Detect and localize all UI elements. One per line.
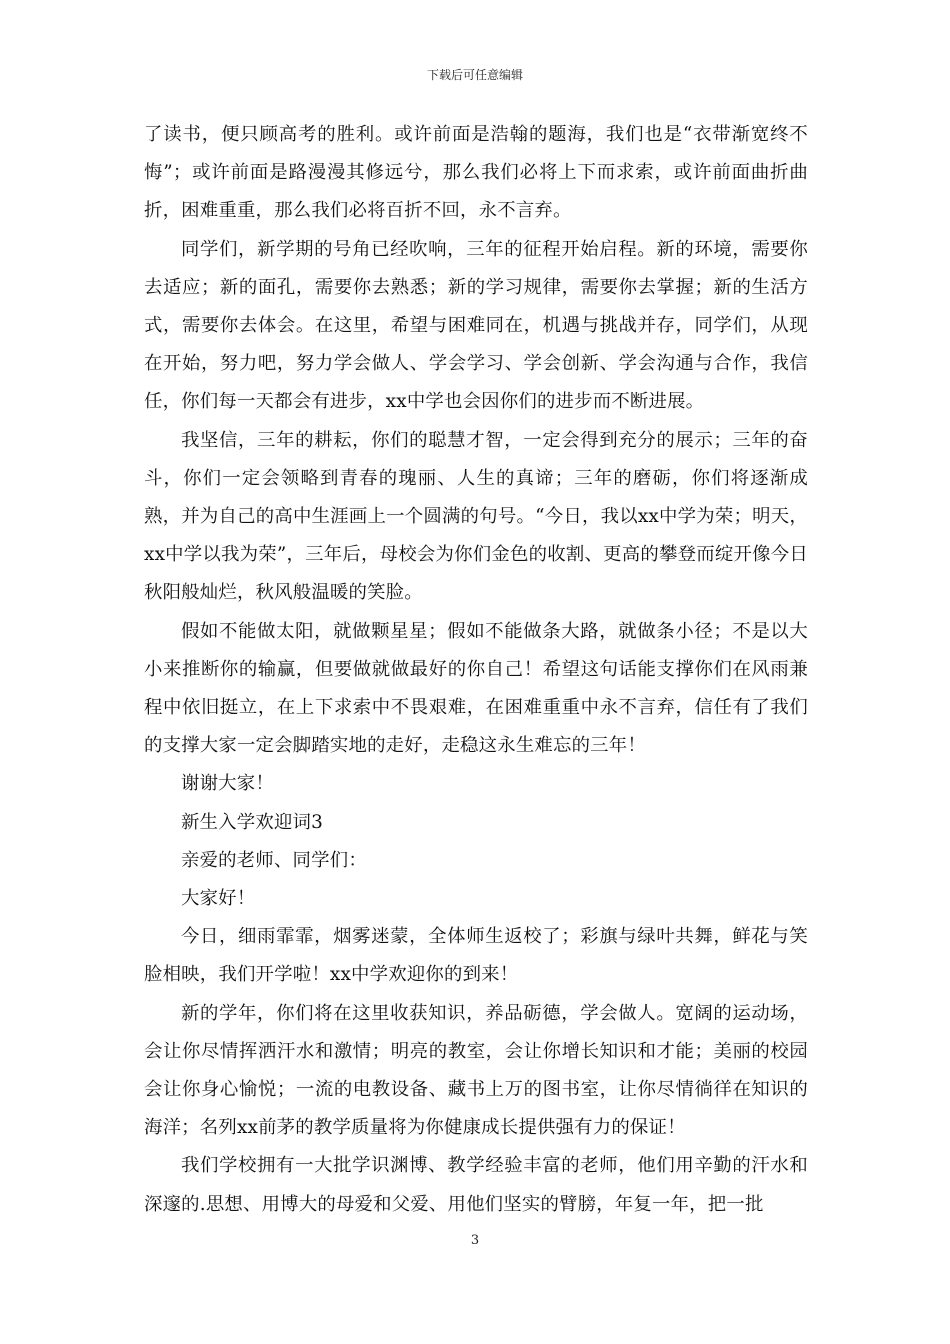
paragraph: 我们学校拥有一大批学识渊博、教学经验丰富的老师，他们用辛勤的汗水和深邃的.思想、用博大的母爱和父爱、用他们坚实的臂膀，年复一年，把一批 (144, 1155, 808, 1215)
paragraph: 今日，细雨霏霏，烟雾迷蒙，全体师生返校了；彩旗与绿叶共舞，鲜花与笑脸相映，我们开学啦！xx中学欢迎你的到来！ (144, 926, 808, 986)
document-body (144, 116, 808, 1224)
salutation: 亲爱的老师、同学们： (181, 849, 367, 871)
paragraph: 同学们，新学期的号角已经吹响，三年的征程开始启程。新的环境，需要你去适应；新的面孔，需要你去熟悉；新的学习规律，需要你去掌握；新的生活方式，需要你去体会。在这里，希望与困难同在，机遇与挑战并存，同学们，从现在开始，努力吧，努力学会做人、学会学习、学会创新、学会沟通与合作，我信任，你们每一天都会有进步，xx中学也会因你们的进步而不断进展。 (144, 238, 808, 413)
closing-thanks: 谢谢大家！ (181, 773, 274, 795)
paragraph: 假如不能做太阳，就做颗星星；假如不能做条大路，就做条小径；不是以大小来推断你的输赢，但要做就做最好的你自己！希望这句话能支撑你们在风雨兼程中依旧挺立，在上下求索中不畏艰难，在困难重重中永不言弃，信任有了我们的支撑大家一定会脚踏实地的走好，走稳这永生难忘的三年！ (144, 620, 808, 757)
page-header: 下载后可任意编辑 (426, 68, 523, 82)
paragraph: 我坚信，三年的耕耘，你们的聪慧才智，一定会得到充分的展示；三年的奋斗，你们一定会领略到青春的瑰丽、人生的真谛；三年的磨砺，你们将逐渐成熟，并为自己的高中生涯画上一个圆满的句号。“今日，我以xx中学为荣；明天，xx中学以我为荣”，三年后，母校会为你们金色的收割、更高的攀登而绽开像今日秋阳般灿烂，秋风般温暖的笑脸。 (144, 429, 808, 604)
paragraph: 新的学年，你们将在这里收获知识，养品砺德，学会做人。宽阔的运动场，会让你尽情挥洒汗水和激情；明亮的教室，会让你增长知识和才能；美丽的校园会让你身心愉悦；一流的电教设备、藏书上万的图书室，让你尽情徜徉在知识的海洋；名列xx前茅的教学质量将为你健康成长提供强有力的保证！ (144, 1002, 808, 1139)
greeting: 大家好！ (181, 888, 256, 910)
page-number: 3 (470, 1233, 480, 1248)
paragraph-continuation: 了读书，便只顾高考的胜利。或许前面是浩翰的题海，我们也是“衣带渐宽终不悔”；或许前面是路漫漫其修远兮，那么我们必将上下而求索，或许前面曲折曲折，困难重重，那么我们必将百折不回，永不言弃。 (144, 124, 808, 222)
section-title: 新生入学欢迎词3 (181, 811, 324, 833)
